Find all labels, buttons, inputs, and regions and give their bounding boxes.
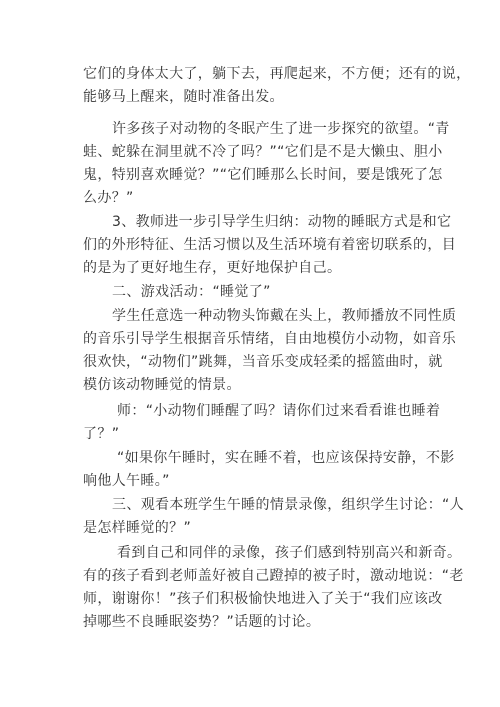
text-line: 师，谢谢你！”孩子们积极愉快地进入了关于“我们应该改 (83, 591, 443, 607)
text-line: 掉哪些不良睡眠姿势？”话题的讨论。 (83, 614, 321, 630)
section-heading: 二、游戏活动：“睡觉了” (112, 284, 271, 300)
text-line: 学生任意选一种动物头饰戴在头上，教师播放不同性质 (112, 308, 457, 324)
text-line: 鬼，特别喜欢睡觉？”“它们睡那么长时间，要是饿死了怎 (83, 167, 443, 183)
text-line: “如果你午睡时，实在睡不着，也应该保持安静，不影 (117, 450, 455, 466)
text-line: 师：“小动物们睡醒了吗？请你们过来看看谁也睡着 (117, 403, 441, 419)
text-line: 能够马上醒来，随时准备出发。 (83, 89, 284, 105)
text-line: 很欢快，“动物们”跳舞，当音乐变成轻柔的摇篮曲时，就 (83, 354, 443, 370)
text-line: 有的孩子看到老师盖好被自己蹬掉的被子时，激动地说：“老 (83, 568, 464, 584)
section-heading: 三、观看本班学生午睡的情景录像，组织学生讨论：“人 (112, 497, 465, 513)
text-line: 3、教师进一步引导学生归纳：动物的睡眠方式是和它 (112, 214, 452, 230)
text-line: 看到自己和同伴的录像，孩子们感到特别高兴和新奇。 (117, 545, 462, 561)
text-line: 么办？” (83, 190, 134, 206)
text-line: 的音乐引导学生根据音乐情绪，自由地模仿小动物，如音乐 (83, 331, 457, 347)
section-heading: 是怎样睡觉的？” (83, 520, 192, 536)
text-line: 模仿该动物睡觉的情景。 (83, 377, 241, 393)
text-line: 的是为了更好地生存，更好地保护自己。 (83, 260, 342, 276)
text-line: 响他人午睡。” (83, 473, 170, 489)
text-line: 蛙、蛇躲在洞里就不冷了吗？”“它们是不是大懒虫、胆小 (83, 144, 443, 160)
text-line: 它们的身体太大了，躺下去，再爬起来，不方便；还有的说， (83, 66, 471, 82)
text-line: 了？” (83, 426, 120, 442)
text-line: 许多孩子对动物的冬眠产生了进一步探究的欲望。“青 (112, 121, 450, 137)
text-line: 们的外形特征、生活习惯以及生活环境有着密切联系的，目 (83, 237, 457, 253)
